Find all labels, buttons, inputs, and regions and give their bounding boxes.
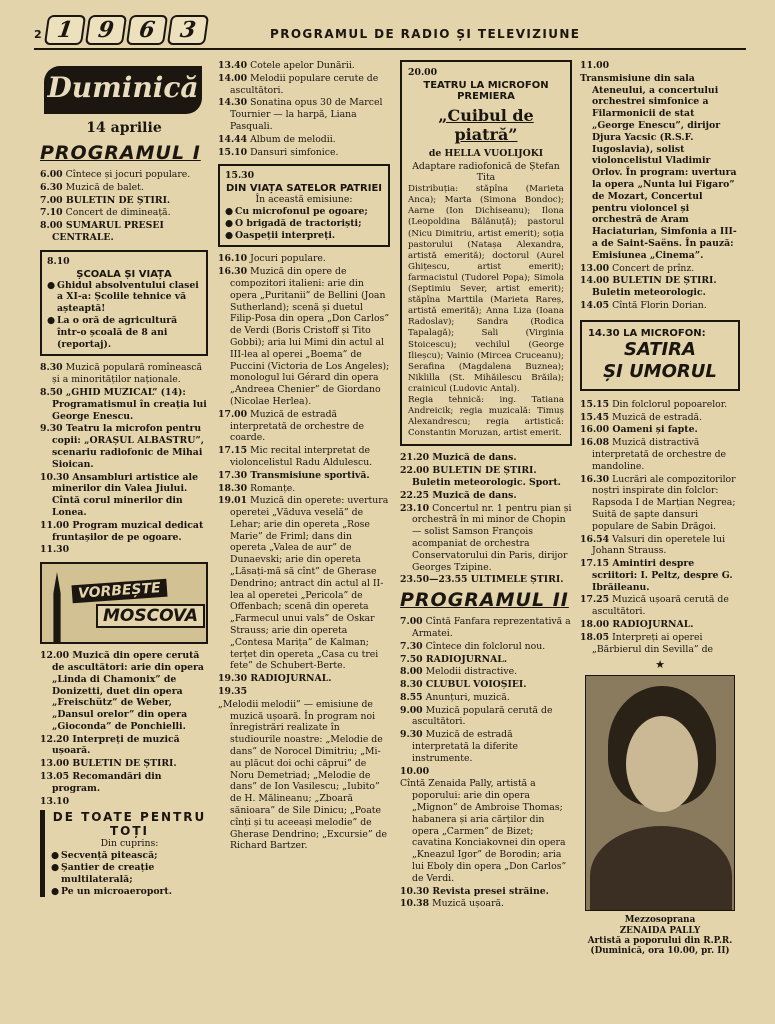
entry-time: 18.00	[580, 619, 610, 631]
program-entry	[400, 692, 572, 704]
program-entry	[580, 534, 740, 558]
satira-heading	[588, 328, 732, 339]
entry-text: Muzică populară cerută de ascultători.	[412, 704, 553, 728]
entry-time: 14.30	[218, 97, 248, 109]
program-entry	[40, 520, 208, 544]
entry-text: Muzică de dans.	[432, 452, 517, 464]
entry-text: Album de melodii.	[250, 133, 336, 145]
play-cast: Distribuția: stăpîna (Marieta Anca); Marta (Simona Bondoc); Aarne (Ion Dichiseanu); Ilona (Leopoldina Bălănuță); pastorul (Nicu Dimitriu, artist emerit); soția pastorului (Natașa Alexandra, artistă emerită); doctorul (Aurel Ghițescu, artist emerit); farmacistul (Tudorel Popa); Simola (Septimiu Sever, artist emerit); stăpîna Marttila (Marieta Rareș, artistă emerită); Anna Liza (Ioana Radoslav); Sandra (Rodica Tapalagă); Sali (Virginia Stoicescu); vechilul (George Ilieșcu); Vainio (Mircea Cruceanu); Serafina (Magdalena Buznea); Niklilla (St. Mihăilescu Brăila); crainicul (Ludovic Antal).	[408, 184, 564, 394]
program-entry	[40, 472, 208, 519]
entry-time: 8.30	[40, 362, 63, 374]
entry-time: 11.30	[40, 544, 70, 556]
program-entry	[580, 619, 740, 631]
entry-time: 22.25	[400, 489, 430, 501]
year-digit: 3	[167, 15, 209, 45]
entry-time: 7.00	[400, 616, 423, 628]
program-2-title: PROGRAMUL II	[400, 589, 569, 612]
play-title: „Cuibul de piatră”	[438, 105, 534, 144]
satele-box	[218, 164, 390, 247]
photo-caption-2: ZENAIDA PALLY	[619, 925, 701, 936]
entry-text: Muzică de estradă interpretată la diferite instrumente.	[412, 729, 519, 764]
entry-time: 15.45	[580, 411, 610, 423]
entry-time: 16.00	[580, 424, 610, 436]
year-logo	[46, 15, 207, 45]
column-1	[40, 60, 208, 897]
schedule-list	[400, 452, 572, 586]
entry-text: SUMARUL PRESEI CENTRALE.	[52, 220, 164, 243]
column-4	[580, 60, 740, 957]
schedule-list	[580, 399, 740, 656]
entry-text: Mic recital interpretat de violoncelistul Radu Aldulescu.	[230, 445, 373, 468]
entry-text: Jocuri populare.	[250, 253, 326, 265]
header-title: PROGRAMUL DE RADIO ȘI TELEVIZIUNE	[270, 27, 581, 41]
schedule-list	[580, 60, 740, 312]
program-entry	[580, 73, 740, 262]
entry-time: 7.30	[400, 640, 423, 652]
play-author: de HELLA VUOLIJOKI	[428, 147, 544, 159]
play-regia: Regia tehnică: ing. Tatiana Andreicik; regia muzicală: Timuș Alexandrescu; regia artistică: Constantin Moruzan, artist emerit.	[408, 394, 564, 439]
satira-time: 14.30	[588, 327, 620, 339]
schedule-list	[218, 60, 390, 158]
entry-time: 9.30	[400, 729, 423, 741]
entry-text: Melodii distractive.	[425, 666, 518, 678]
program-entry	[40, 220, 208, 244]
entry-text: RADIOJURNAL.	[425, 653, 508, 665]
program-entry	[40, 544, 208, 556]
entry-text: Muzică de estradă.	[612, 411, 703, 423]
entry-time: 6.00	[40, 169, 63, 180]
entry-text: Concertul nr. 1 pentru pian și orchestră în mi minor de Chopin — solist Samson François acompaniat de orchestra Conservatorului din Paris, dirijor Georges Tzipine.	[412, 502, 572, 573]
de-toate-item: ● Șantier de creație multilaterală;	[51, 862, 208, 886]
program-entry	[580, 263, 740, 275]
scoala-time: 8.10	[47, 255, 70, 267]
page-header	[34, 14, 746, 50]
entry-text: CLUBUL VOIOȘIEI.	[425, 679, 527, 691]
teatru-title: TEATRU LA MICROFON	[423, 79, 549, 91]
program-entry	[218, 686, 390, 698]
entry-time: 9.00	[400, 704, 423, 716]
entry-text: Muzică din opere de compozitori italieni: arie din opera „Puritanii” de Bellini (Joan Sutherland); scenă și duetul Filip-Posa din opera „Don Carlos” de Verdi (Boris Cristoff și Tito Gobbi); aria lui Mimi din actul al III-lea al operei „Boema” de Puccini (Victoria de Los Angeles); monologul lui Gérard din opera „Andreea Chenier” de Giordano (Nicolae Herlea).	[230, 266, 390, 407]
entry-time: 8.30	[400, 679, 423, 691]
program-entry	[218, 73, 390, 97]
schedule-list	[40, 169, 208, 244]
program-entry	[400, 490, 572, 502]
entry-time: 17.25	[580, 594, 610, 606]
entry-text: Din folclorul popoarelor.	[612, 398, 728, 410]
entry-time: 12.20	[40, 733, 70, 745]
play-adaptation: Adaptare radiofonică de Ștefan Tita	[412, 160, 560, 184]
day-banner: Duminică	[44, 66, 202, 114]
program-entry	[218, 134, 390, 146]
entry-text: Interpreți ai operei „Bărbierul din Sevilla” de	[592, 631, 714, 655]
column-3	[400, 60, 572, 911]
program-entry	[218, 97, 390, 132]
entry-time: 16.54	[580, 533, 610, 545]
entry-text: Ansambluri artistice ale minerilor din Valea Jiului. Cîntă corul minerilor din Lonea.	[52, 471, 198, 518]
satira-box	[580, 320, 740, 391]
entry-time: 14.00	[218, 72, 248, 84]
program-entry	[580, 558, 740, 593]
year-digit: 1	[44, 15, 86, 45]
entry-text: Muzică ușoară.	[432, 898, 505, 910]
program-entry	[400, 729, 572, 764]
satele-title: DIN VIAȚA SATELOR PATRIEI	[225, 183, 383, 195]
program-entry	[218, 699, 390, 852]
schedule-list	[400, 616, 572, 910]
vorbeste-label: VORBEȘTE	[71, 579, 167, 604]
entry-text: Muzică din opere cerută de ascultători: arie din opera „Linda di Chamonix” de Donizetti, duet din opera „Freischütz” de Weber, „Dansul orelor” din opera „Gioconda” de Ponchielli.	[52, 650, 204, 732]
entry-text: Valsuri din operetele lui Johann Strauss.	[592, 533, 726, 557]
entry-time: 13.05	[40, 771, 70, 783]
entry-text: Transmisiune din sala Ateneului, a concertului orchestrei simfonice a Filarmonicii de stat „George Enescu”, dirijor Djura Yacsic (R.S.F. Iugoslavia), solist violoncelistul Vladimir Orlov. În program: uvertura la opera „Nunta lui Figaro” de Mozart, Concertul pentru violoncel și orchestră de Aram Haciaturian, Simfonia a III-a de Saint-Saëns. În pauză: Emisiunea „Cinema”.	[580, 72, 737, 261]
entry-time: 19.30	[218, 673, 248, 685]
entry-time: 17.15	[218, 445, 248, 457]
program-entry	[400, 679, 572, 691]
entry-text: BULETIN DE ȘTIRI. Buletin meteorologic. Sport.	[412, 465, 561, 488]
satira-line-1: SATIRA	[624, 338, 696, 360]
entry-text: Transmisiune sportivă.	[250, 469, 370, 481]
entry-time: 14.05	[580, 299, 610, 311]
entry-text: Anunțuri, muzică.	[425, 691, 510, 703]
entry-time: 6.30	[40, 181, 63, 193]
year-digit: 9	[85, 15, 127, 45]
entry-text: Muzică ușoară cerută de ascultători.	[592, 594, 729, 618]
entry-text: Muzică de balet.	[65, 181, 144, 193]
program-entry	[40, 771, 208, 795]
entry-time: 19.35	[218, 686, 248, 698]
satele-item: ● O brigadă de tractoriști;	[225, 218, 383, 230]
entry-time: 18.05	[580, 631, 610, 643]
program-entry	[218, 445, 390, 469]
entry-time: 10.00	[400, 765, 430, 777]
entry-time: 11.00	[40, 519, 70, 531]
entry-time: 16.30	[580, 473, 610, 485]
entry-time: 17.15	[580, 558, 610, 570]
date-label: 14 aprilie	[86, 120, 162, 136]
column-2	[218, 60, 390, 853]
entry-text: Cotele apelor Dunării.	[250, 60, 355, 71]
entry-text: BULETIN DE ȘTIRI.	[72, 758, 177, 770]
program-entry	[400, 465, 572, 489]
entry-time: 15.10	[218, 146, 248, 158]
de-toate-item: ● Secvență pitească;	[51, 850, 208, 862]
entry-time: 7.10	[40, 207, 63, 219]
year-digit: 6	[126, 15, 168, 45]
entry-text: RADIOJURNAL.	[250, 673, 332, 685]
moscova-label: MOSCOVA	[96, 604, 205, 628]
entry-text: Cîntece și jocuri populare.	[65, 169, 191, 180]
entry-time: 23.10	[400, 502, 430, 514]
entry-text: Muzică de dans.	[432, 489, 517, 501]
entry-time: 15.15	[580, 398, 610, 410]
photo-caption-4: (Duminică, ora 10.00, pr. II)	[590, 946, 730, 957]
entry-text: Concert de prînz.	[612, 262, 695, 274]
entry-text: Muzică din operete: uvertura operetei „Văduva veselă” de Lehar; arie din opereta „Rose Marie” de Friml; dans din opereta „Valea de aur” de Dunaevski; arie din opereta „Lăsați-mă să cînt” de Gherase Dendrino; antract din actul al II-lea al operetei „Pericola” de Offenbach; scenă din opereta „Farmecul unui vals” de Oskar Strauss; arie din opereta „Contesa Marița” de Kalman; terțet din opereta „Casa cu trei fete” de Schubert-Berte.	[230, 495, 389, 672]
program-entry	[400, 654, 572, 666]
de-toate-title: DE TOATE PENTRU TOȚI	[52, 810, 207, 839]
entry-time: 14.00	[580, 275, 610, 287]
entry-time: 12.00	[40, 650, 70, 662]
entry-text: Concert de dimineață.	[65, 207, 171, 219]
entry-text: Recomandări din program.	[52, 771, 162, 794]
entry-time: 16.10	[218, 253, 248, 265]
scoala-item: ● Ghidul absolventului clasei a XI-a: Școlile tehnice vă așteaptă!	[47, 280, 201, 315]
scoala-box	[40, 250, 208, 357]
de-toate-box	[40, 810, 208, 897]
program-entry	[400, 886, 572, 898]
program-1-title: PROGRAMUL I	[40, 142, 201, 164]
program-entry	[580, 412, 740, 424]
entry-text: Lucrări ale compozitorilor noștri inspirate din folclor: Rapsoda I de Marțian Negrea; Suită de șapte dansuri populare de Sabin Drăgoi.	[592, 473, 736, 532]
program-entry	[218, 409, 390, 444]
entry-text: Interpreți de muzică ușoară.	[52, 733, 180, 757]
program-entry	[580, 399, 740, 411]
kremlin-tower-icon	[48, 572, 66, 642]
entry-text: Muzică de estradă interpretată de orchestre de coarde.	[230, 408, 365, 444]
program-entry	[580, 300, 740, 312]
schedule-list	[40, 650, 208, 807]
entry-text: Revista presei străine.	[432, 885, 549, 897]
photo-caption-3: Artistă a poporului din R.P.R.	[587, 936, 733, 947]
entry-time: 10.30	[40, 471, 70, 483]
entry-time: 8.00	[40, 220, 63, 232]
satira-title: LA MICROFON:	[623, 327, 706, 339]
entry-text: „GHID MUZICAL” (14): Programatismul în creația lui George Enescu.	[52, 386, 207, 422]
program-entry	[40, 169, 208, 181]
satele-item: ● Oaspeții interpreți.	[225, 230, 383, 242]
entry-time: 21.20	[400, 452, 430, 464]
program-entry	[400, 616, 572, 640]
program-entry	[218, 253, 390, 265]
entry-text: Amintiri despre scriitori: I. Peltz, despre G. Ibrăileanu.	[592, 558, 733, 593]
entry-text: Sonatina opus 30 de Marcel Tournier — la harpă, Liana Pasquali.	[230, 97, 383, 132]
entry-time: 8.55	[400, 691, 423, 703]
entry-text: Cîntă Fanfara reprezentativă a Armatei.	[412, 616, 571, 639]
program-entry	[40, 195, 208, 207]
teatru-box	[400, 60, 572, 446]
program-entry	[40, 734, 208, 758]
entry-time: 19.01	[218, 495, 248, 507]
entry-time: 16.08	[580, 437, 610, 449]
entry-text: Program muzical dedicat fruntașilor de pe ogoare.	[52, 519, 204, 543]
entry-text: „Melodii melodii” — emisiune de muzică ușoară. În program noi înregistrări realizate în studiourile noastre: „Melodie de dans” de Norocel Dimitriu; „Mi-au plăcut doi ochi căprui” de Noru Demetriad; „Melodie de dans” de Ion Vasilescu; „Iubito” de H. Mălineanu; „Zboară sănioara” de Sile Dinicu; „Poate cînți și tu aceeași melodie” de Gherase Dendrino; „Excursie” de Richard Bartzer.	[218, 698, 388, 852]
satele-time: 15.30	[225, 170, 255, 182]
program-entry	[40, 650, 208, 733]
de-toate-sub: Din cuprins:	[100, 838, 159, 850]
program-entry	[580, 275, 740, 299]
entry-text: BULETIN DE ȘTIRI. Buletin meteorologic.	[592, 275, 717, 299]
scoala-title: ȘCOALA ȘI VIAȚA	[76, 268, 172, 280]
program-entry	[400, 705, 572, 729]
entry-time: 10.30	[400, 885, 430, 897]
entry-time: 13.00	[580, 262, 610, 274]
scoala-item: ● La o oră de agricultură într-o școală de 8 ani (reportaj).	[47, 315, 201, 350]
satele-item: ● Cu microfonul pe ogoare;	[225, 206, 383, 218]
entry-time: 14.44	[218, 133, 248, 145]
portrait-face	[626, 716, 698, 812]
schedule-list	[218, 253, 390, 852]
entry-time: 16.30	[218, 266, 248, 278]
program-entry	[580, 594, 740, 618]
program-entry	[40, 423, 208, 470]
entry-time: 18.30	[218, 482, 248, 494]
entry-time: 17.30	[218, 469, 248, 481]
program-entry	[40, 796, 208, 808]
portrait-body	[590, 826, 732, 911]
program-entry	[400, 503, 572, 574]
entry-time: 7.00	[40, 194, 63, 206]
de-toate-item: ● Pe un microaeroport.	[51, 886, 208, 898]
entry-text: Cîntece din folclorul nou.	[425, 640, 546, 652]
program-entry	[400, 778, 572, 884]
satele-sub: În această emisiune:	[255, 194, 353, 206]
entry-time: 9.30	[40, 423, 63, 435]
entry-text: Romanțe.	[250, 482, 296, 494]
entry-time: 22.00	[400, 465, 430, 477]
program-entry	[40, 207, 208, 219]
program-entry	[580, 424, 740, 436]
program-entry	[40, 387, 208, 422]
entry-text: ULTIMELE ȘTIRI.	[470, 574, 564, 586]
entry-time: 10.38	[400, 898, 430, 910]
page-number: 2	[34, 28, 42, 41]
program-entry	[400, 766, 572, 778]
program-entry	[580, 437, 740, 472]
program-entry	[400, 898, 572, 910]
entry-text: Muzică populară romînească și a minorităților naționale.	[52, 362, 203, 386]
entry-time: 13.10	[40, 795, 70, 807]
program-entry	[218, 483, 390, 495]
teatru-time: 20.00	[408, 67, 438, 78]
program-entry	[400, 666, 572, 678]
teatru-premiera: PREMIERA	[457, 90, 515, 102]
program-entry	[218, 147, 390, 159]
program-entry	[218, 60, 390, 72]
photo-caption-1: Mezzosoprana	[624, 915, 696, 926]
vorbeste-moscova-logo	[40, 562, 208, 644]
entry-text: Muzică distractivă interpretată de orchestre de mandoline.	[592, 437, 727, 472]
program-entry	[218, 673, 390, 685]
portrait-photo	[585, 675, 735, 911]
program-entry	[218, 470, 390, 482]
entry-text: Cîntă Zenaida Pally, artistă a poporului: arie din opera „Mignon” de Ambroise Thomas; habanera și aria cărților din opera „Carmen” de Bizet; cavatina Konciakovnei din opera „Kneazul Igor” de Borodin; aria lui Eboly din opera „Don Carlos” de Verdi.	[400, 778, 567, 884]
program-entry	[218, 495, 390, 672]
program-entry	[40, 758, 208, 770]
program-entry	[580, 60, 740, 72]
entry-text: Cîntă Florin Dorian.	[612, 299, 707, 311]
entry-time: 8.00	[400, 666, 423, 678]
entry-text: Oameni și fapte.	[612, 424, 698, 436]
program-entry	[580, 632, 740, 656]
entry-time: 17.00	[218, 408, 248, 420]
entry-text: Melodii populare cerute de ascultători.	[230, 72, 379, 96]
entry-text: RADIOJURNAL.	[612, 619, 694, 631]
entry-time: 11.00	[580, 60, 610, 71]
entry-text: BULETIN DE ȘTIRI.	[65, 194, 171, 206]
program-entry	[40, 182, 208, 194]
entry-time: 13.00	[40, 758, 70, 770]
program-entry	[218, 266, 390, 408]
entry-time: 23.50—23.55	[400, 574, 468, 586]
program-entry	[40, 362, 208, 386]
entry-time: 13.40	[218, 60, 248, 71]
entry-text: Dansuri simfonice.	[250, 146, 339, 158]
entry-text: Teatru la microfon pentru copii: „ORAȘUL ALBASTRU”, scenariu radiofonic de Mihai Sioican.	[52, 423, 204, 470]
schedule-list	[40, 362, 208, 556]
satira-line-2: ȘI UMORUL	[603, 360, 717, 382]
program-entry	[400, 641, 572, 653]
entry-time: 8.50	[40, 386, 63, 398]
star-icon: ★	[655, 658, 665, 672]
program-entry	[580, 474, 740, 533]
program-entry	[400, 574, 572, 586]
program-entry	[400, 452, 572, 464]
entry-time: 7.50	[400, 653, 423, 665]
